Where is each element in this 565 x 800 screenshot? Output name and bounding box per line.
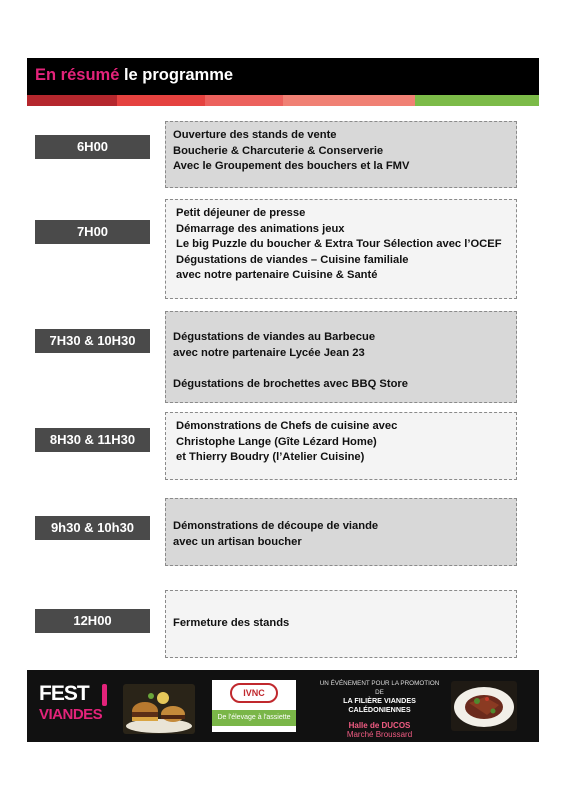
burger-food-photo [123, 684, 195, 734]
program-line: et Thierry Boudry (l’Atelier Cuisine) [176, 451, 365, 464]
program-line: avec un artisan boucher [173, 535, 302, 548]
program-line: Démonstrations de Chefs de cuisine avec [176, 420, 398, 432]
program-line: Avec le Groupement des bouchers et la FMV [173, 160, 410, 173]
stripe-1 [27, 95, 117, 106]
venue-name: Halle de DUCOS [348, 721, 411, 730]
program-box-5 [165, 498, 517, 566]
promo-line-1: UN ÉVÉNEMENT POUR LA PROMOTION DE [319, 680, 440, 696]
time-slot-4: 8H30 & 11H30 [35, 428, 150, 452]
program-box-3 [165, 311, 517, 403]
program-line-blank [173, 361, 509, 377]
stripe-2 [117, 95, 205, 106]
ivnc-tagline: De l'élevage à l'assiette [212, 710, 296, 726]
time-slot-2: 7H00 [35, 220, 150, 244]
time-slot-6: 12H00 [35, 609, 150, 633]
title-rest: le programme [119, 66, 234, 84]
logo-fest-text: FEST [39, 682, 89, 705]
festviandes-logo [39, 682, 114, 732]
program-line: Christophe Lange (Gîte Lézard Home) [176, 435, 377, 448]
promo-text-block [317, 680, 442, 739]
program-box-2 [165, 199, 517, 299]
plated-meat-image [451, 681, 517, 731]
ivnc-badge [230, 683, 278, 703]
ivnc-logo [212, 680, 296, 732]
program-line: Démonstrations de découpe de viande [173, 520, 379, 532]
color-stripes [27, 95, 539, 106]
program-line: Dégustations de brochettes avec BBQ Store [173, 377, 408, 390]
program-line: avec notre partenaire Cuisine & Santé [176, 269, 378, 282]
header-bar [27, 58, 539, 95]
program-line: Démarrage des animations jeux [176, 222, 345, 235]
program-box-4 [165, 412, 517, 480]
title-accent: En résumé [35, 66, 120, 84]
stripe-3 [205, 95, 283, 106]
stripe-4 [283, 95, 415, 106]
program-line: Dégustations de viandes au Barbecue [173, 331, 376, 343]
burger-food-image [123, 684, 195, 734]
ivnc-badge-text: IVNC [243, 688, 265, 698]
time-slot-1: 6H00 [35, 135, 150, 159]
program-line: Fermeture des stands [173, 617, 290, 629]
program-line: avec notre partenaire Lycée Jean 23 [173, 346, 365, 359]
fork-icon [102, 684, 107, 706]
program-line: Petit déjeuner de presse [176, 207, 306, 219]
program-line: Dégustations de viandes – Cuisine familiale [176, 253, 409, 266]
plated-meat-photo [451, 681, 517, 731]
time-slot-5: 9h30 & 10h30 [35, 516, 150, 540]
program-line: Ouverture des stands de vente [173, 129, 337, 141]
market-name: Marché Broussard [346, 729, 413, 739]
program-box-6 [165, 590, 517, 658]
program-box-1 [165, 121, 517, 188]
promo-line-2: LA FILIÈRE VIANDES CALÉDONIENNES [343, 696, 416, 714]
time-slot-3: 7H30 & 10H30 [35, 329, 150, 353]
logo-viandes-text: VIANDES [39, 706, 103, 723]
stripe-5 [415, 95, 539, 106]
program-line: Boucherie & Charcuterie & Conserverie [173, 144, 384, 157]
footer-banner [27, 670, 539, 742]
page-title [35, 66, 233, 85]
program-line: Le big Puzzle du boucher & Extra Tour Sélection avec l’OCEF [176, 238, 502, 251]
